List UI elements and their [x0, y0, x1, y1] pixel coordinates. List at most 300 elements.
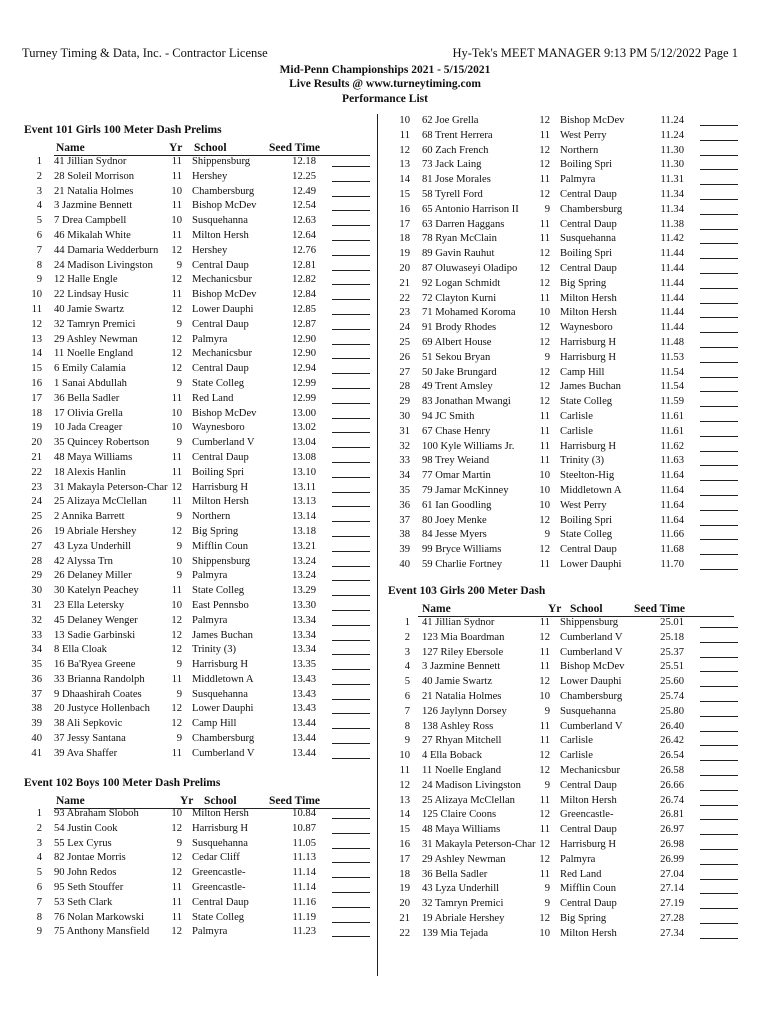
- seed-time: 13.43: [292, 703, 316, 715]
- place: 36: [31, 673, 42, 685]
- seed-time: 11.23: [292, 926, 316, 938]
- col-name: Name: [56, 795, 85, 807]
- place: 39: [399, 544, 410, 556]
- school: Trinity (3): [192, 644, 237, 656]
- place: 18: [399, 233, 410, 245]
- seed-time: 25.01: [660, 617, 684, 628]
- place: 19: [399, 883, 410, 895]
- final-time-blank: [700, 435, 738, 437]
- col-seed: Seed Time: [634, 603, 686, 615]
- athlete: 46 Mikalah White: [54, 229, 131, 241]
- place: 38: [399, 529, 410, 541]
- event-102-title: Event 102 Boys 100 Meter Dash Prelims: [24, 777, 221, 789]
- seed-time: 12.99: [292, 392, 316, 404]
- col-yr: Yr: [548, 603, 562, 615]
- final-time-blank: [700, 863, 738, 865]
- school: Shippensburg: [192, 555, 251, 567]
- place: 26: [399, 351, 410, 363]
- seed-time: 11.44: [660, 322, 684, 334]
- school: Central Daup: [192, 363, 249, 375]
- final-time-blank: [332, 624, 370, 626]
- school: Central Daup: [192, 259, 249, 271]
- result-row: [388, 543, 740, 558]
- result-row: [20, 702, 372, 717]
- final-time-blank: [332, 313, 370, 315]
- seed-time: 13.10: [292, 466, 316, 478]
- col-school: School: [204, 795, 237, 807]
- final-time-blank: [332, 727, 370, 729]
- place: 23: [399, 307, 410, 319]
- place: 7: [404, 705, 410, 717]
- year: 12: [539, 115, 550, 126]
- col-yr: Yr: [180, 795, 194, 807]
- final-time-blank: [700, 774, 738, 776]
- seed-time: 11.48: [660, 336, 684, 348]
- athlete: 59 Charlie Fortney: [422, 558, 503, 570]
- seed-time: 25.18: [660, 631, 684, 643]
- place: 12: [399, 144, 410, 156]
- place: 5: [36, 215, 42, 227]
- athlete: 11 Noelle England: [54, 348, 134, 360]
- year: 12: [539, 514, 550, 526]
- final-time-blank: [332, 505, 370, 507]
- seed-time: 13.34: [292, 629, 316, 641]
- seed-time: 25.51: [660, 661, 684, 673]
- result-row: [388, 454, 740, 469]
- result-row: [388, 247, 740, 262]
- year: 11: [171, 747, 182, 759]
- year: 9: [176, 659, 182, 671]
- result-row: [388, 734, 740, 749]
- place: 3: [404, 646, 410, 658]
- year: 11: [539, 868, 550, 880]
- place: 19: [399, 248, 410, 260]
- athlete: 23 Ella Letersky: [54, 599, 125, 611]
- seed-time: 13.44: [292, 733, 316, 745]
- result-row: [388, 425, 740, 440]
- result-row: [20, 614, 372, 629]
- year: 11: [539, 218, 550, 230]
- athlete: 2 Annika Barrett: [54, 511, 125, 523]
- report-title: Performance List: [342, 93, 428, 105]
- place: 7: [36, 244, 42, 256]
- year: 11: [539, 233, 550, 245]
- result-row: [20, 170, 372, 185]
- place: 20: [399, 262, 410, 274]
- final-time-blank: [700, 154, 738, 156]
- school: Lower Dauphi: [560, 676, 622, 688]
- result-row: [388, 882, 740, 897]
- athlete: 6 Emily Calamia: [54, 363, 126, 375]
- final-time-blank: [332, 609, 370, 611]
- year: 12: [539, 322, 550, 334]
- place: 40: [399, 558, 410, 570]
- year: 12: [539, 159, 550, 171]
- year: 9: [544, 779, 550, 791]
- final-time-blank: [332, 668, 370, 670]
- result-row: [20, 362, 372, 377]
- final-time-blank: [700, 139, 738, 141]
- school: Greencastle-: [192, 881, 246, 893]
- athlete: 21 Natalia Holmes: [54, 185, 134, 197]
- final-time-blank: [700, 700, 738, 702]
- year: 10: [539, 690, 550, 702]
- year: 9: [176, 837, 182, 849]
- athlete: 94 JC Smith: [422, 410, 475, 422]
- athlete: 138 Ashley Ross: [422, 720, 494, 732]
- year: 12: [171, 718, 182, 730]
- place: 27: [31, 540, 42, 552]
- school: Palmyra: [560, 174, 596, 186]
- final-time-blank: [700, 804, 738, 806]
- final-time-blank: [332, 876, 370, 878]
- place: 20: [399, 898, 410, 910]
- seed-time: 13.04: [292, 437, 316, 449]
- place: 22: [31, 466, 42, 478]
- final-time-blank: [700, 907, 738, 909]
- result-row: [388, 321, 740, 336]
- results-url: Live Results @ www.turneytiming.com: [289, 78, 481, 90]
- school: Greencastle-: [192, 867, 246, 879]
- result-row: [20, 318, 372, 333]
- school: Northern: [192, 511, 231, 523]
- result-row: [20, 436, 372, 451]
- school: Mifflin Coun: [192, 540, 249, 552]
- final-time-blank: [332, 209, 370, 211]
- athlete: 35 Quincey Robertson: [54, 437, 150, 449]
- athlete: 127 Riley Ebersole: [422, 646, 504, 658]
- athlete: 61 Ian Goodling: [422, 499, 492, 511]
- year: 11: [539, 455, 550, 467]
- year: 10: [171, 407, 182, 419]
- place: 29: [31, 570, 42, 582]
- place: 21: [399, 277, 410, 289]
- seed-time: 26.98: [660, 838, 684, 850]
- school: Susquehanna: [192, 688, 248, 700]
- final-time-blank: [332, 742, 370, 744]
- seed-time: 13.43: [292, 688, 316, 700]
- seed-time: 27.19: [660, 898, 684, 910]
- final-time-blank: [332, 520, 370, 522]
- year: 10: [171, 422, 182, 434]
- col-seed: Seed Time: [269, 795, 321, 807]
- seed-time: 11.34: [660, 188, 684, 200]
- place: 2: [36, 822, 42, 834]
- place: 3: [36, 837, 42, 849]
- athlete: 55 Lex Cyrus: [54, 837, 112, 849]
- final-time-blank: [332, 195, 370, 197]
- result-row: [20, 273, 372, 288]
- year: 11: [171, 229, 182, 241]
- seed-time: 11.44: [660, 248, 684, 260]
- result-row: [20, 377, 372, 392]
- year: 9: [544, 351, 550, 363]
- result-row: [388, 631, 740, 646]
- place: 10: [31, 289, 42, 301]
- year: 12: [539, 381, 550, 393]
- final-time-blank: [332, 535, 370, 537]
- athlete: 126 Jaylynn Dorsey: [422, 705, 507, 717]
- seed-time: 25.80: [660, 705, 684, 717]
- result-row: [20, 407, 372, 422]
- year: 9: [544, 898, 550, 910]
- athlete: 40 Jamie Swartz: [422, 676, 493, 688]
- place: 34: [399, 470, 410, 482]
- final-time-blank: [700, 376, 738, 378]
- athlete: 69 Albert House: [422, 336, 492, 348]
- year: 11: [171, 451, 182, 463]
- school: Mifflin Coun: [560, 883, 617, 895]
- athlete: 139 Mia Tejada: [422, 927, 489, 939]
- place: 11: [399, 129, 410, 141]
- year: 12: [539, 912, 550, 924]
- seed-time: 13.24: [292, 570, 316, 582]
- place: 8: [36, 259, 42, 271]
- seed-time: 13.29: [292, 585, 316, 597]
- final-time-blank: [700, 494, 738, 496]
- result-row: [20, 717, 372, 732]
- result-row: [388, 277, 740, 292]
- year: 9: [176, 437, 182, 449]
- place: 38: [31, 703, 42, 715]
- place: 14: [399, 174, 410, 186]
- athlete: 29 Ashley Newman: [422, 853, 506, 865]
- event-101-title: Event 101 Girls 100 Meter Dash Prelims: [24, 124, 222, 136]
- school: Milton Hersh: [560, 927, 617, 939]
- result-row: [20, 333, 372, 348]
- final-time-blank: [332, 431, 370, 433]
- place: 33: [399, 455, 410, 467]
- final-time-blank: [700, 892, 738, 894]
- school: Chambersburg: [560, 203, 623, 215]
- seed-time: 11.24: [660, 115, 684, 126]
- place: 1: [404, 617, 410, 628]
- col-yr: Yr: [169, 142, 183, 154]
- seed-time: 13.43: [292, 673, 316, 685]
- final-time-blank: [700, 626, 738, 628]
- place: 35: [31, 659, 42, 671]
- final-time-blank: [700, 316, 738, 318]
- seed-time: 12.63: [292, 215, 316, 227]
- school: Chambersburg: [192, 185, 255, 197]
- result-row: [388, 366, 740, 381]
- athlete: 28 Soleil Morrison: [54, 170, 135, 182]
- seed-time: 25.37: [660, 646, 684, 658]
- column-divider: [377, 114, 378, 976]
- final-time-blank: [700, 509, 738, 511]
- final-time-blank: [332, 832, 370, 834]
- seed-time: 11.31: [660, 174, 684, 186]
- seed-time: 11.62: [660, 440, 684, 452]
- seed-time: 13.44: [292, 747, 316, 759]
- year: 11: [171, 911, 182, 923]
- athlete: 16 Ba'Ryea Greene: [54, 659, 136, 671]
- year: 11: [171, 289, 182, 301]
- year: 12: [171, 822, 182, 834]
- place: 39: [31, 718, 42, 730]
- school: Red Land: [192, 392, 234, 404]
- final-time-blank: [700, 524, 738, 526]
- year: 10: [171, 555, 182, 567]
- seed-time: 11.70: [660, 558, 684, 570]
- athlete: 36 Bella Sadler: [422, 868, 488, 880]
- seed-time: 12.87: [292, 318, 316, 330]
- athlete: 78 Ryan McClain: [422, 233, 497, 245]
- col-seed: Seed Time: [269, 142, 321, 154]
- year: 11: [539, 440, 550, 452]
- result-row: [20, 288, 372, 303]
- year: 11: [539, 174, 550, 186]
- result-row: [388, 705, 740, 720]
- final-time-blank: [332, 446, 370, 448]
- year: 11: [539, 129, 550, 141]
- place: 18: [31, 407, 42, 419]
- school: Milton Hersh: [192, 808, 249, 819]
- athlete: 18 Alexis Hanlin: [54, 466, 126, 478]
- year: 11: [539, 558, 550, 570]
- result-row: [388, 232, 740, 247]
- athlete: 68 Trent Herrera: [422, 129, 493, 141]
- seed-time: 12.54: [292, 200, 316, 212]
- year: 9: [176, 570, 182, 582]
- result-row: [20, 881, 372, 896]
- school: Cedar Cliff: [192, 852, 240, 864]
- year: 12: [539, 809, 550, 821]
- final-time-blank: [332, 224, 370, 226]
- seed-time: 13.18: [292, 525, 316, 537]
- year: 10: [171, 215, 182, 227]
- year: 12: [171, 348, 182, 360]
- athlete: 25 Alizaya McClellan: [54, 496, 147, 508]
- final-time-blank: [700, 405, 738, 407]
- school: Milton Hersh: [192, 496, 249, 508]
- place: 20: [31, 437, 42, 449]
- athlete: 1 Sanai Abdullah: [54, 377, 127, 389]
- athlete: 11 Noelle England: [422, 764, 502, 776]
- final-time-blank: [332, 861, 370, 863]
- result-row: [388, 690, 740, 705]
- school: Greencastle-: [560, 809, 614, 821]
- final-time-blank: [700, 272, 738, 274]
- result-row: [388, 158, 740, 173]
- year: 12: [539, 631, 550, 643]
- school: East Pennsbo: [192, 599, 249, 611]
- year: 12: [539, 544, 550, 556]
- result-row: [388, 218, 740, 233]
- event-101-results: [20, 155, 372, 762]
- school: Middletown A: [192, 673, 254, 685]
- result-row: [388, 262, 740, 277]
- year: 12: [171, 703, 182, 715]
- athlete: 24 Madison Livingston: [54, 259, 153, 271]
- event-103-column-header: [388, 603, 734, 617]
- final-time-blank: [332, 935, 370, 937]
- athlete: 17 Olivia Grella: [54, 407, 123, 419]
- final-time-blank: [700, 464, 738, 466]
- result-row: [20, 629, 372, 644]
- place: 30: [31, 585, 42, 597]
- school: Bishop McDev: [560, 661, 625, 673]
- year: 11: [171, 673, 182, 685]
- seed-time: 11.19: [292, 911, 316, 923]
- school: Lower Dauphi: [560, 558, 622, 570]
- place: 9: [36, 926, 42, 938]
- seed-time: 11.64: [660, 499, 684, 511]
- seed-time: 26.58: [660, 764, 684, 776]
- year: 11: [171, 496, 182, 508]
- year: 12: [539, 188, 550, 200]
- final-time-blank: [332, 254, 370, 256]
- final-time-blank: [700, 168, 738, 170]
- athlete: 27 Rhyan Mitchell: [422, 735, 502, 747]
- athlete: 72 Clayton Kurni: [422, 292, 497, 304]
- school: Milton Hersh: [560, 307, 617, 319]
- place: 10: [399, 115, 410, 126]
- school: Harrisburg H: [560, 336, 616, 348]
- final-time-blank: [700, 656, 738, 658]
- place: 1: [36, 156, 42, 167]
- result-row: [20, 244, 372, 259]
- place: 3: [36, 185, 42, 197]
- result-row: [20, 555, 372, 570]
- athlete: 31 Makayla Peterson-Char: [422, 838, 536, 850]
- seed-time: 11.54: [660, 381, 684, 393]
- year: 11: [539, 410, 550, 422]
- result-row: [20, 688, 372, 703]
- school: James Buchan: [560, 381, 621, 393]
- school: Palmyra: [192, 614, 228, 626]
- final-time-blank: [700, 450, 738, 452]
- school: Hershey: [192, 170, 228, 182]
- result-row: [20, 569, 372, 584]
- athlete: 44 Damaria Wedderburn: [54, 244, 159, 256]
- place: 7: [36, 896, 42, 908]
- year: 11: [171, 585, 182, 597]
- final-time-blank: [700, 213, 738, 215]
- athlete: 19 Abriale Hershey: [422, 912, 505, 924]
- school: Harrisburg H: [560, 838, 616, 850]
- year: 9: [176, 511, 182, 523]
- seed-time: 11.30: [660, 144, 684, 156]
- place: 12: [31, 318, 42, 330]
- place: 10: [399, 750, 410, 762]
- place: 21: [399, 912, 410, 924]
- place: 37: [399, 514, 410, 526]
- final-time-blank: [700, 670, 738, 672]
- final-time-blank: [700, 744, 738, 746]
- final-time-blank: [332, 491, 370, 493]
- result-row: [388, 144, 740, 159]
- athlete: 80 Joey Menke: [422, 514, 487, 526]
- final-time-blank: [332, 550, 370, 552]
- place: 40: [31, 733, 42, 745]
- final-time-blank: [332, 683, 370, 685]
- result-row: [388, 410, 740, 425]
- athlete: 125 Claire Coons: [422, 809, 497, 821]
- year: 12: [539, 853, 550, 865]
- athlete: 26 Delaney Miller: [54, 570, 132, 582]
- place: 30: [399, 410, 410, 422]
- athlete: 10 Jada Creager: [54, 422, 123, 434]
- seed-time: 11.54: [660, 366, 684, 378]
- result-row: [20, 925, 372, 940]
- athlete: 73 Jack Laing: [422, 159, 482, 171]
- athlete: 9 Dhaashirah Coates: [54, 688, 142, 700]
- seed-time: 11.14: [292, 867, 316, 879]
- final-time-blank: [700, 568, 738, 570]
- school: Cumberland V: [192, 437, 255, 449]
- final-time-blank: [700, 183, 738, 185]
